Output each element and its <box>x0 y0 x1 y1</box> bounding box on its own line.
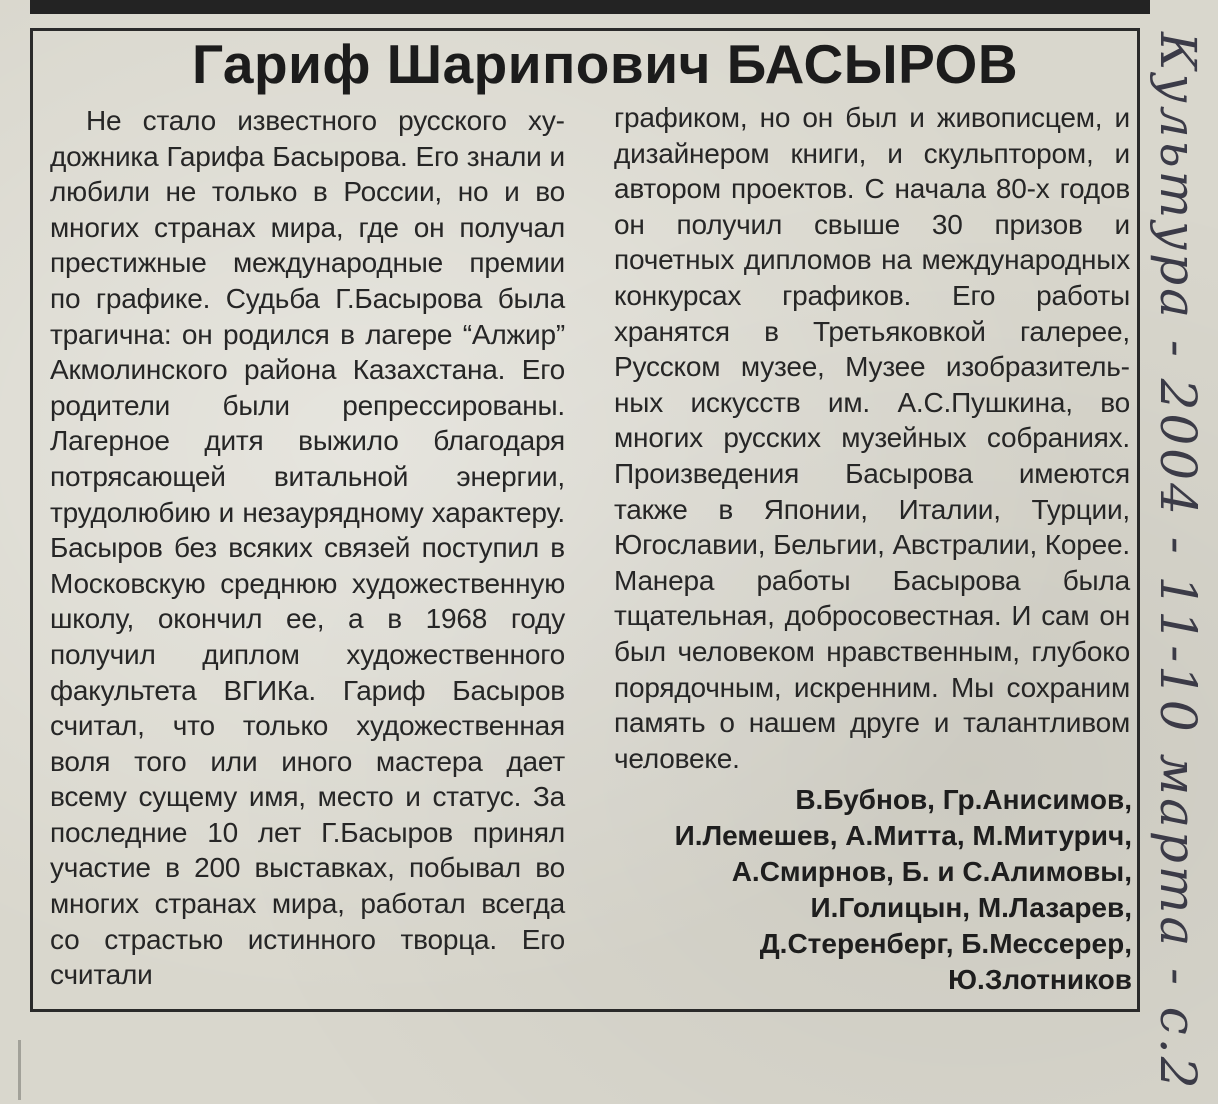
signatures <box>614 782 1132 998</box>
article-column-left: Не стало известного русского художника Гарифа Басырова. Его знали и любили не только в России, но и во многих странах мира, где он получал престижные международные премии по графике. Судьба Г.Басырова была трагична: он родился в лагере “Алжир” Акмолинского района Казахстана. Его родители были репрессированы. Лагерное дитя выжило благодаря потрясающей витальной энергии, трудолюбию и незаурядному характеру. Басыров без всяких связей поступил в Московскую среднюю художественную школу, окончил ее, а в 1968 году получил диплом художественного факультета ВГИКа. Гариф Басыров считал, что только художественная воля того или иного мастера дает всему сущему имя, место и статус. За последние 10 лет Г.Басыров принял участие в 200 выставках, побывал во многих странах мира, работал всегда со страстью истинного творца. Его считали <box>50 105 565 991</box>
signature-line: Ю.Злотников <box>948 964 1132 995</box>
margin-mark <box>18 1040 21 1100</box>
signature-line: В.Бубнов, Гр.Анисимов, <box>795 784 1132 815</box>
article-column-right: графиком, но он был и живописцем, и дизайнером книги, и скульптором, и автором проектов. С начала 80-х годов он получил свыше 30 призов и почетных дипломов на международных конкурсах графиков. Его работы хранятся в Третьяковкой галерее, Русском музее, Музее изобразительных искусств им. А.С.Пушкина, во многих русских музейных собраниях. Произведения Басырова имеются также в Японии, Италии, Турции, Югославии, Бельгии, Австралии, Корее. Манера работы Басырова была тщательная, добросовестная. И сам он был человеком нравственным, глубоко порядочным, искренним. Мы сохраним память о нашем друге и талантливом человеке. <box>614 102 1130 774</box>
signature-line: И.Голицын, М.Лазарев, <box>810 892 1132 923</box>
top-rule <box>30 0 1150 14</box>
article-headline: Гариф Шарипович БАСЫРОВ <box>191 33 1019 95</box>
signature-line: И.Лемешев, А.Митта, М.Митурич, <box>674 820 1132 851</box>
signature-line: Д.Стеренберг, Б.Мессерер, <box>759 928 1132 959</box>
signature-line: А.Смирнов, Б. и С.Алимовы, <box>731 856 1132 887</box>
handwritten-source-note: Культура - 2004 - 11-10 марта - с.2 <box>1149 32 1207 1092</box>
